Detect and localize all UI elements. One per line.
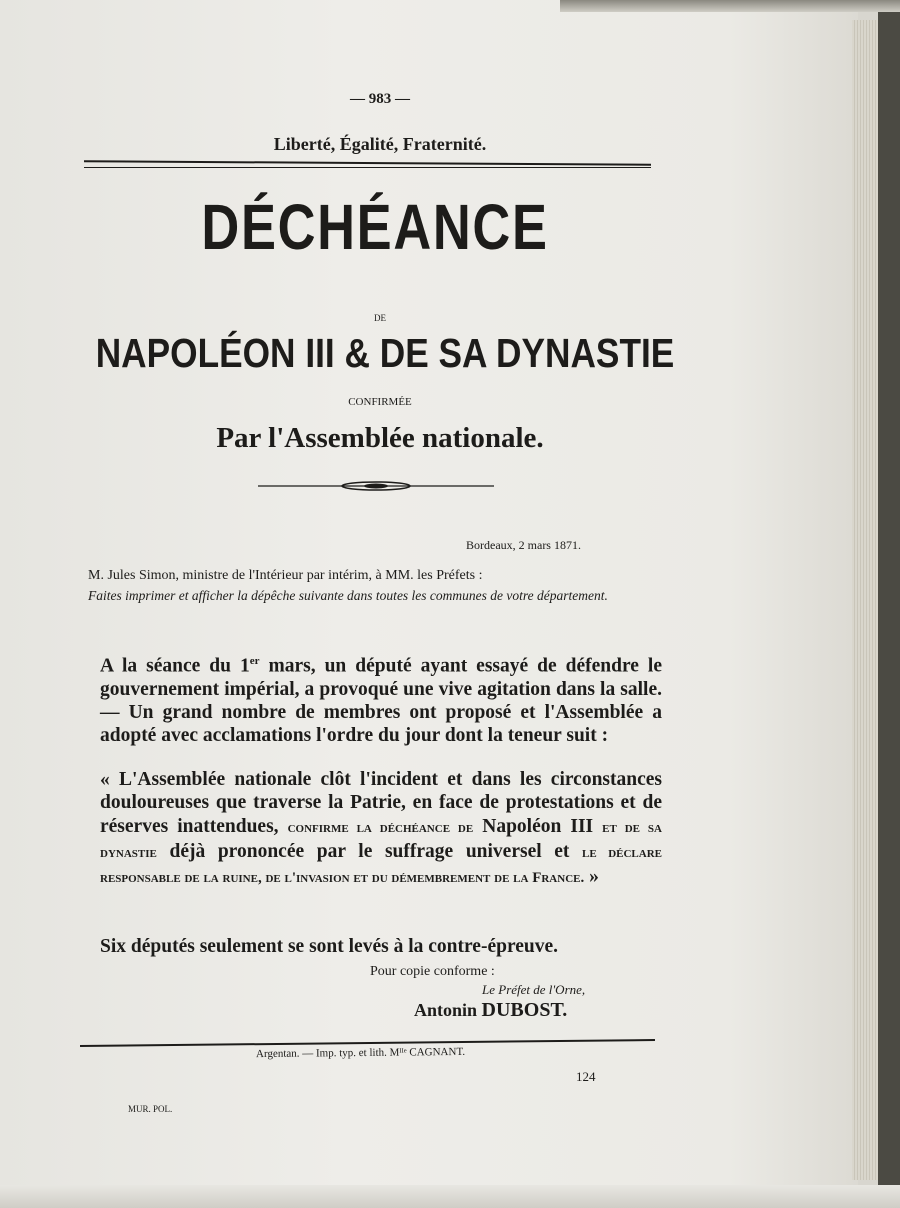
- dispatch-place-date: Bordeaux, 2 mars 1871.: [466, 538, 581, 552]
- body-paragraph-3: Six députés seulement se sont levés à la contre-épreuve.: [100, 936, 559, 957]
- p1-text-a: A la séance du 1: [100, 655, 250, 677]
- title-confirmee: CONFIRMÉE: [348, 396, 412, 408]
- p2-text-d: »: [584, 866, 599, 888]
- top-shadow: [560, 0, 900, 12]
- imprint: Argentan. — Imp. typ. et lith. Mᴵᴵᵉ CAGNANT.: [255, 1045, 466, 1061]
- signature-title: Le Préfet de l'Orne,: [482, 982, 586, 997]
- p2-text-a: « L'Assemblée nationale clôt l'incident et dans les circonstances douloureuses que traverse la Patrie, en face de protestations et de réserves inattendues,: [100, 769, 662, 837]
- header-rule-thin: [84, 167, 651, 168]
- page-number: — 983 —: [350, 91, 410, 107]
- motto: Liberté, Égalité, Fraternité.: [273, 134, 487, 154]
- signature-mark: MUR. POL.: [128, 1104, 173, 1114]
- p2-smallcaps-3: le déclare responsable de la ruine, de l'invasion et du démembrement de la France.: [100, 844, 662, 887]
- bottom-shadow: [0, 1185, 900, 1208]
- title-by: Par l'Assemblée nationale.: [216, 422, 544, 454]
- folio: 124: [576, 1069, 596, 1084]
- dispatch-instruction: Faites imprimer et afficher la dépêche suivante dans toutes les communes de votre département.: [88, 588, 608, 603]
- title-subject: NAPOLÉON III & DE SA DYNASTIE: [95, 330, 675, 376]
- p2-text-c: déjà prononcée par le suffrage universel et: [156, 840, 583, 862]
- p2-text-b: Napoléon III: [473, 815, 603, 837]
- title-de: DE: [374, 313, 386, 323]
- dispatch-from: M. Jules Simon, ministre de l'Intérieur par intérim, à MM. les Préfets :: [88, 568, 483, 583]
- p1-text-b: mars, un député ayant essayé de défendre le gouvernement impérial, a provoqué une vive agitation dans la salle. — Un grand nombre de membres ont proposé et l'Assemblée a adopté avec acclamations l'ordre du jour dont la teneur suit :: [100, 655, 663, 747]
- book-binding: [878, 0, 900, 1208]
- signature-copy: Pour copie conforme :: [370, 964, 495, 979]
- ornament-divider: [258, 480, 494, 492]
- p2-smallcaps-1: confirme la déchéance de: [287, 819, 474, 836]
- p1-superscript: er: [249, 655, 260, 667]
- body-paragraph-1: [100, 650, 662, 748]
- signature-last-name: DUBOST.: [481, 999, 568, 1021]
- p2-smallcaps-2: et de sa dynastie: [100, 819, 662, 861]
- signature-name: [414, 999, 567, 1022]
- signature-first-name: Antonin: [414, 1000, 478, 1020]
- body-paragraph-2: [100, 768, 662, 890]
- title-main: DÉCHÉANCE: [201, 191, 549, 263]
